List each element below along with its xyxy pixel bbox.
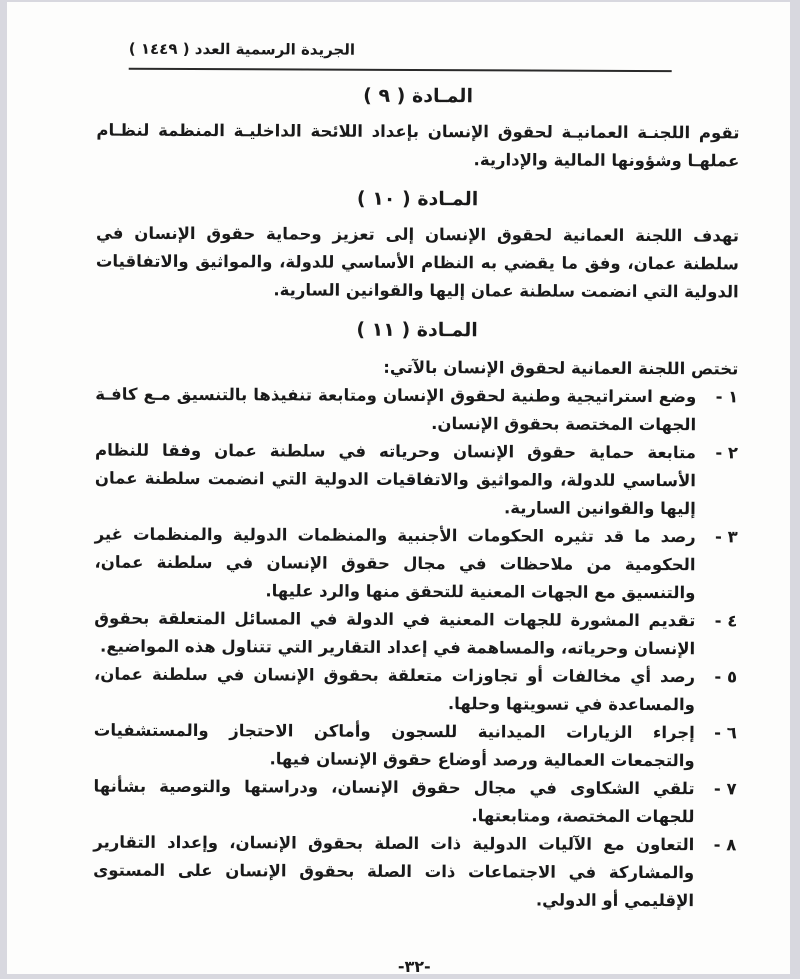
list-item <box>95 381 738 440</box>
item-number: ٧ - <box>713 779 737 799</box>
page-content <box>93 1 740 979</box>
item-number: ٤ - <box>714 611 738 631</box>
list-item <box>93 829 736 916</box>
item-number: ٦ - <box>714 723 737 743</box>
item-number: ٢ - <box>715 443 739 463</box>
list-item <box>94 661 737 720</box>
item-text: رصد ما قد تثيره الحكومات الأجنبية والمنظمات الدولية والمنظمات غير الحكومية من ملاحظات في مجال حقوق الإنسان في سلطنة عمان، والتنسيق مع الجهات المعنية للتحقق منها والرد عليها. <box>94 524 696 603</box>
article-11-intro: تختص اللجنة العمانية لحقوق الإنسان بالآتي: <box>383 357 739 379</box>
article-10-title: المـادة ( ١٠ ) <box>356 187 479 211</box>
item-text: وضع استراتيجية وطنية لحقوق الإنسان ومتابعة تنفيذها بالتنسيق مـع كافـة الجهات المختصة بحقوق الإنسان. <box>95 384 697 435</box>
article-11-list <box>93 381 738 916</box>
article-11 <box>93 317 739 916</box>
article-10 <box>96 186 740 307</box>
gazette-header <box>129 39 672 72</box>
list-item <box>93 773 736 832</box>
list-item <box>94 521 737 608</box>
item-number: ١ - <box>715 387 739 407</box>
article-9 <box>96 83 739 176</box>
article-10-body: تهدف اللجنة العمانية لحقوق الإنسان إلى تعزيز وحماية حقوق الإنسان في سلطنة عمان، وفق ما يقضي به النظام الأساسي للدولة، والمواثيق والاتفاقيات الدولية التي انضمت سلطنة عمان إليها والقوانين السارية. <box>95 223 740 302</box>
gazette-title: الجريدة الرسمية العدد ( ١٤٤٩ ) <box>128 39 356 59</box>
article-9-body: تقوم اللجنـة العمانيـة لحقوق الإنسان بإعداد اللائحة الداخليـة المنظمة لنظـام عملهـا وشؤونها المالية والإدارية. <box>96 120 740 171</box>
item-text: إجراء الزيارات الميدانية للسجون وأماكن الاحتجاز والمستشفيات والتجمعات العمالية ورصد أوضاع حقوق الإنسان فيها. <box>93 720 695 771</box>
item-text: رصد أي مخالفات أو تجاوزات متعلقة بحقوق الإنسان في سلطنة عمان، والمساعدة في تسويتها وحلها. <box>94 664 696 715</box>
item-text: متابعة حماية حقوق الإنسان وحرياته في سلطنة عمان وفقا للنظام الأساسي للدولة، والمواثيق والاتفاقيات الدولية التي انضمت سلطنة عمان إليها والقوانين السارية. <box>94 440 697 519</box>
article-9-title: المـادة ( ٩ ) <box>363 84 474 108</box>
list-item <box>94 717 737 776</box>
list-item <box>95 437 738 524</box>
item-text: تلقي الشكاوى في مجال حقوق الإنسان، ودراستها والتوصية بشأنها للجهات المختصة، ومتابعتها. <box>93 776 695 827</box>
item-number: ٥ - <box>714 667 738 687</box>
document-page <box>7 2 790 977</box>
page-number: -٣٢- <box>397 956 431 977</box>
list-item <box>94 605 737 664</box>
item-number: ٨ - <box>713 835 737 855</box>
item-text: التعاون مع الآليات الدولية ذات الصلة بحقوق الإنسان، وإعداد التقارير والمشاركة في الاجتماعات ذات الصلة بحقوق الإنسان على المستوى الإقليمي أو الدولي. <box>93 832 695 911</box>
article-11-title: المـادة ( ١١ ) <box>356 318 478 342</box>
item-number: ٣ - <box>714 527 738 547</box>
item-text: تقديم المشورة للجهات المعنية في الدولة في المسائل المتعلقة بحقوق الإنسان وحرياته، والمساهمة في إعداد التقارير التي تتناول هذه المواضيع. <box>94 608 696 659</box>
